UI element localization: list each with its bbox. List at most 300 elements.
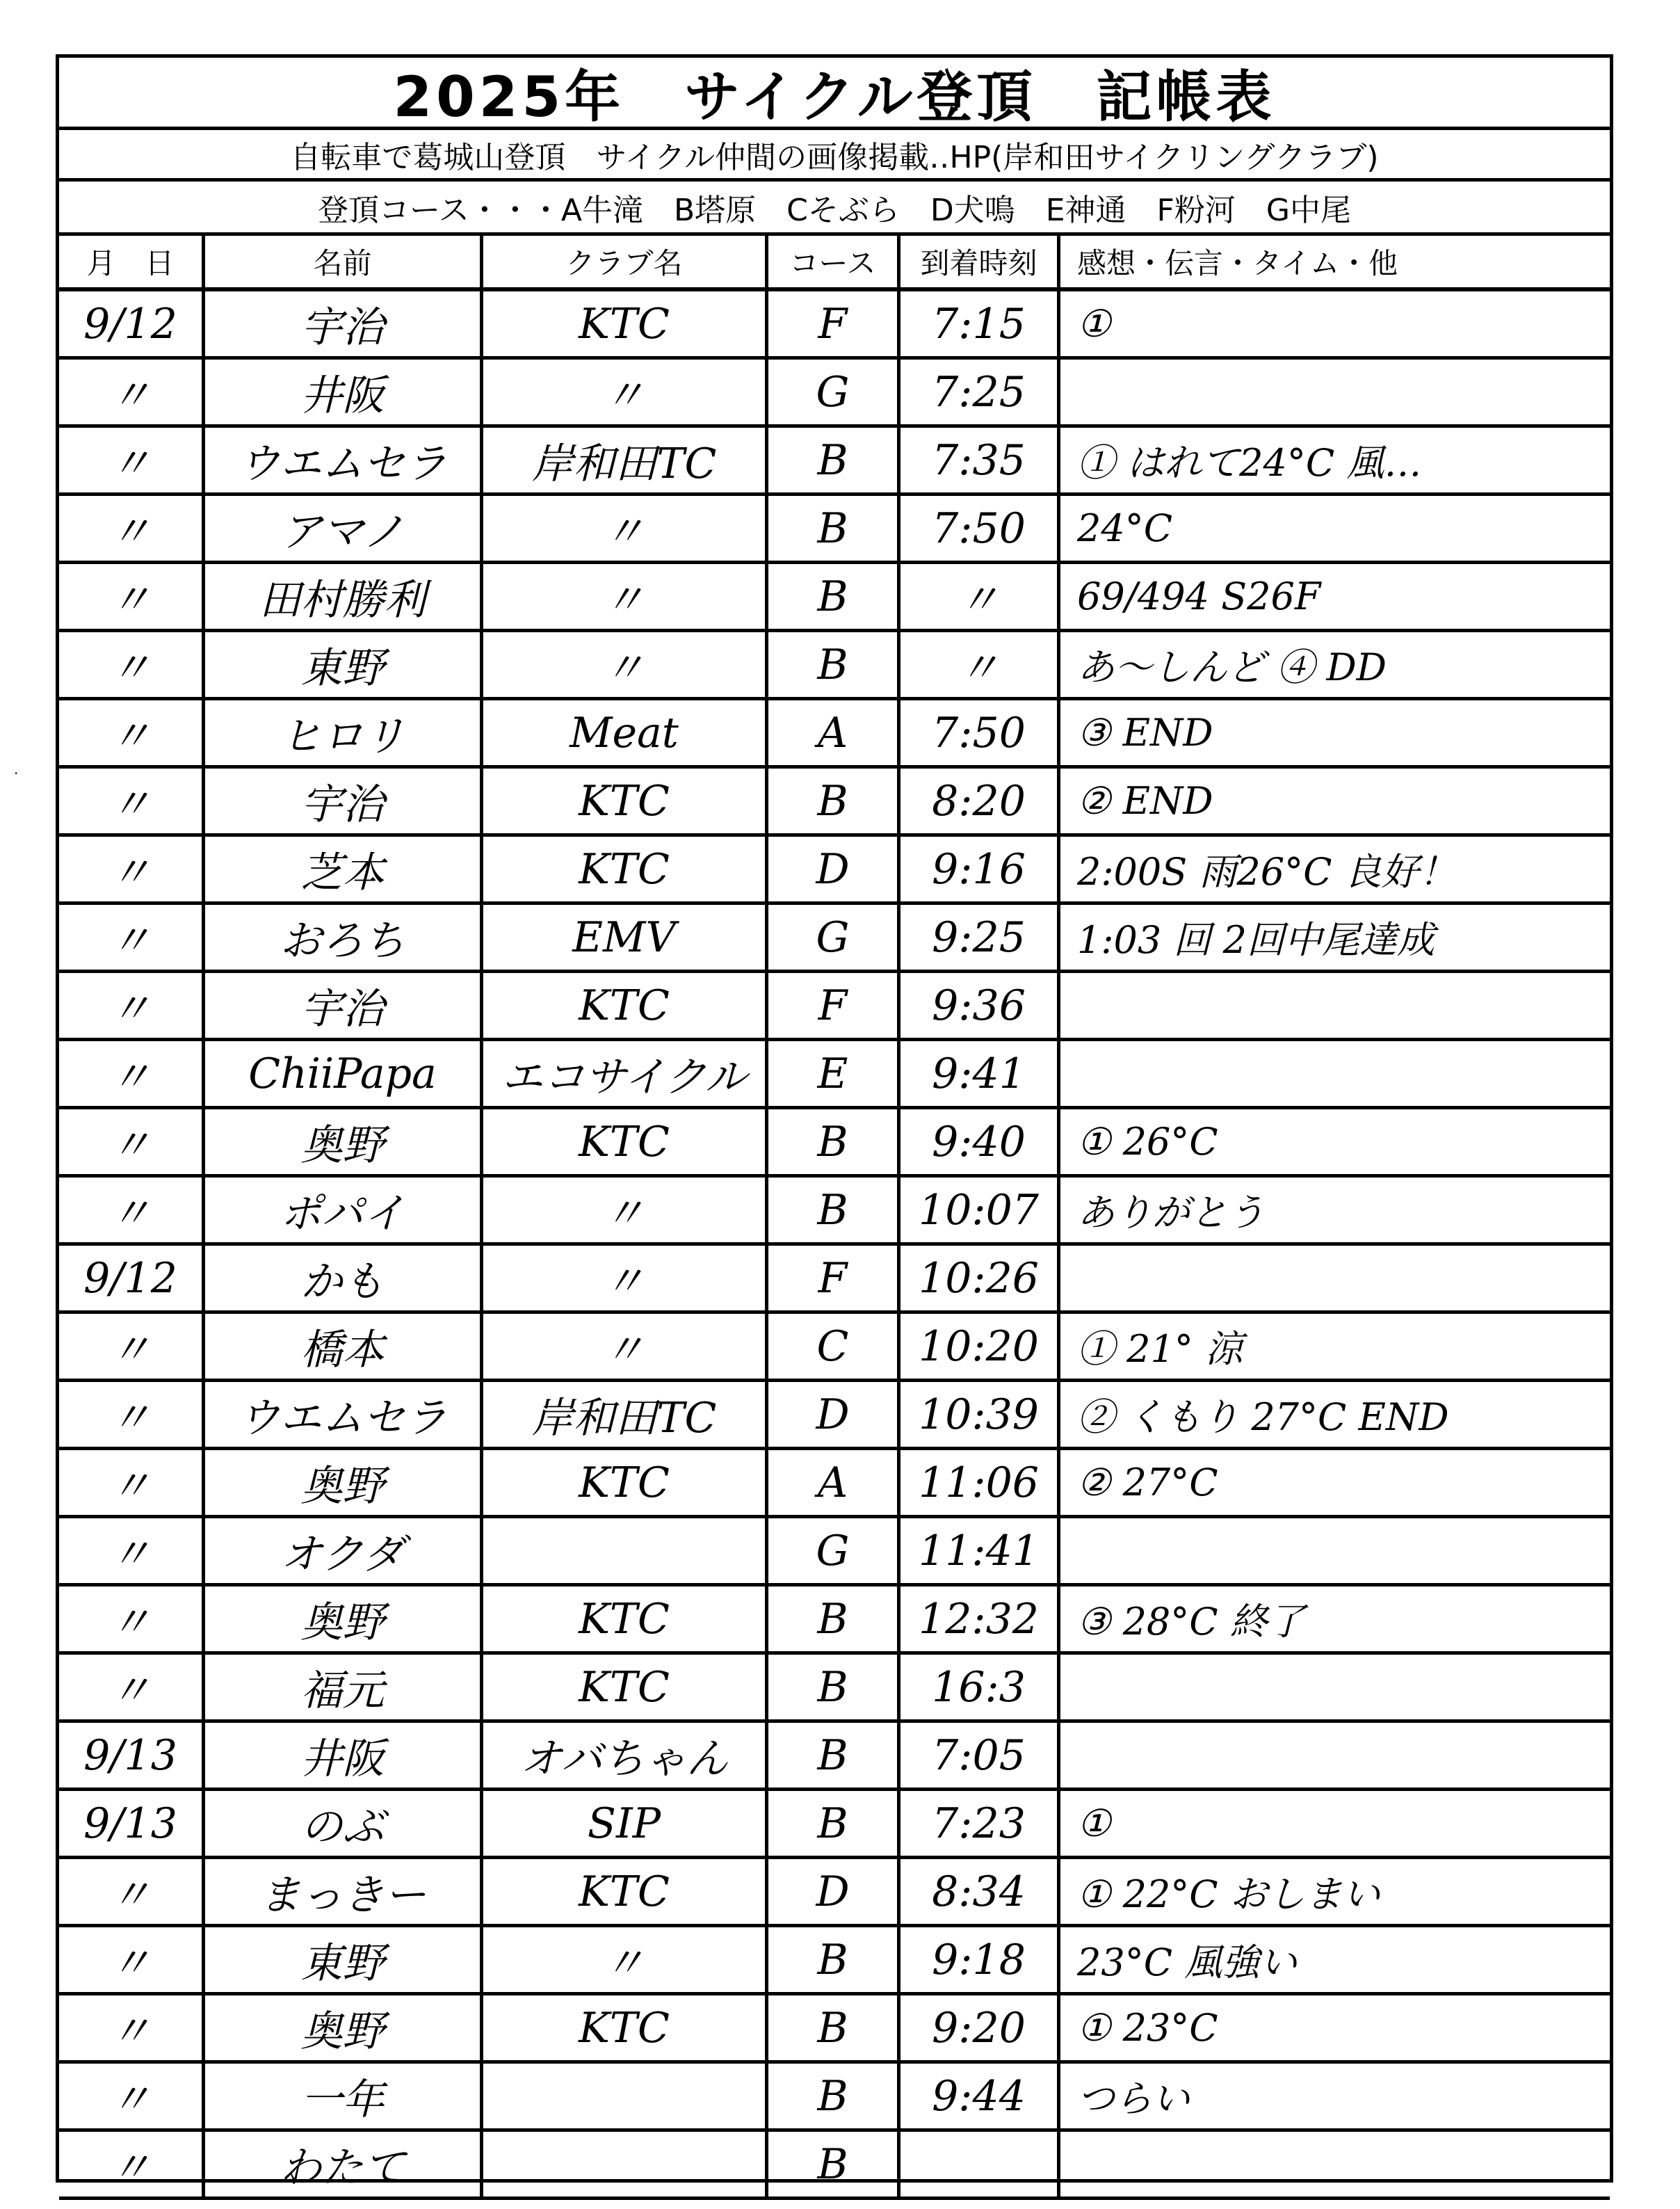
club-text: KTC	[579, 844, 670, 894]
cell-club	[483, 700, 768, 765]
cell-time	[900, 700, 1060, 765]
table-row	[59, 905, 1610, 973]
course-text: F	[818, 981, 848, 1030]
cell-club	[483, 1041, 768, 1106]
cell-date	[59, 1995, 205, 2060]
cell-name	[205, 973, 483, 1038]
cell-note	[1060, 2064, 1610, 2128]
cell-time	[900, 1791, 1060, 1856]
time-text: 7:23	[932, 1799, 1026, 1848]
time-text: 9:41	[932, 1049, 1026, 1098]
time-text: 9:16	[932, 844, 1026, 894]
cell-club	[483, 905, 768, 970]
cell-time	[900, 1314, 1060, 1379]
club-text: Meat	[570, 708, 679, 757]
note-text: ① 22°C おしまい	[1077, 1872, 1380, 1916]
course-text: B	[817, 1185, 848, 1235]
course-text: B	[817, 1935, 848, 1984]
date-text: 〃	[109, 1120, 152, 1170]
cell-course	[768, 973, 900, 1038]
cell-date	[59, 2064, 205, 2128]
course-text: B	[817, 776, 848, 826]
cell-name	[205, 1246, 483, 1310]
cell-club	[483, 564, 768, 629]
cell-date	[59, 291, 205, 356]
table-row	[59, 1450, 1610, 1518]
table-header	[59, 236, 1610, 291]
cell-course	[768, 632, 900, 697]
table-row	[59, 1859, 1610, 1927]
cell-club	[483, 2064, 768, 2128]
name-text: 井阪	[300, 371, 385, 420]
cell-course	[768, 1587, 900, 1651]
cell-time	[900, 1859, 1060, 1924]
cell-name	[205, 1927, 483, 1992]
cell-club	[483, 1109, 768, 1174]
course-text: A	[817, 1458, 848, 1507]
note-text: ① 23°C	[1077, 2006, 1218, 2050]
date-text: 〃	[109, 848, 152, 897]
cell-note	[1060, 428, 1610, 492]
cell-course	[768, 1859, 900, 1924]
note-text: 2:00S 雨26°C 良好！	[1077, 850, 1457, 894]
cell-time	[900, 769, 1060, 833]
cell-club	[483, 1655, 768, 1719]
cell-note	[1060, 1246, 1610, 1310]
course-text: G	[816, 1526, 850, 1575]
cell-course	[768, 700, 900, 765]
cell-name	[205, 2064, 483, 2128]
cell-time	[900, 1246, 1060, 1310]
club-text: 岸和田TC	[531, 439, 717, 488]
cell-name	[205, 769, 483, 833]
table-row	[59, 1587, 1610, 1655]
course-text: B	[817, 1662, 848, 1712]
cell-course	[768, 2132, 900, 2196]
table-row	[59, 769, 1610, 837]
cell-name	[205, 360, 483, 424]
time-text: 8:34	[932, 1867, 1026, 1916]
cell-course	[768, 1655, 900, 1719]
cell-date	[59, 1246, 205, 1310]
club-text: 〃	[603, 1325, 645, 1374]
cell-note	[1060, 360, 1610, 424]
course-text: B	[817, 1117, 848, 1166]
cell-name	[205, 1791, 483, 1856]
date-text: 9/13	[83, 1799, 177, 1848]
name-text: 宇治	[300, 303, 385, 352]
cell-course	[768, 1450, 900, 1515]
club-text: KTC	[579, 2003, 670, 2053]
date-text: 〃	[109, 712, 152, 761]
course-text: G	[816, 913, 850, 962]
course-text: F	[818, 299, 848, 348]
cell-course	[768, 1382, 900, 1447]
cell-note	[1060, 1109, 1610, 1174]
cell-course	[768, 769, 900, 833]
time-text: 16:3	[932, 1662, 1026, 1712]
club-text: KTC	[579, 1594, 670, 1644]
header-date: 月 日	[59, 236, 205, 287]
cell-course	[768, 496, 900, 561]
cell-date	[59, 1041, 205, 1106]
table-row	[59, 632, 1610, 700]
cell-time	[900, 1723, 1060, 1788]
cell-time	[900, 1587, 1060, 1651]
note-text: ③ END	[1077, 711, 1213, 755]
cell-note	[1060, 1382, 1610, 1447]
cell-note	[1060, 1450, 1610, 1515]
note-text: ①	[1077, 1801, 1111, 1845]
cell-date	[59, 1587, 205, 1651]
table-body	[59, 291, 1610, 2200]
cell-date	[59, 1382, 205, 1447]
name-text: 東野	[300, 643, 385, 693]
cell-time	[900, 1382, 1060, 1447]
cell-note	[1060, 2132, 1610, 2196]
note-text: 23°C 風強い	[1077, 1941, 1298, 1984]
table-row	[59, 1382, 1610, 1450]
table-row	[59, 496, 1610, 564]
club-text: EMV	[572, 913, 676, 962]
table-row	[59, 700, 1610, 769]
cell-course	[768, 905, 900, 970]
name-text: 宇治	[300, 984, 385, 1034]
cell-time	[900, 632, 1060, 697]
cell-date	[59, 700, 205, 765]
cell-note	[1060, 1655, 1610, 1719]
cell-date	[59, 1791, 205, 1856]
cell-name	[205, 837, 483, 901]
cell-time	[900, 1927, 1060, 1992]
name-text: ウエムセラ	[238, 1393, 447, 1443]
note-text: ① はれて24°C 風…	[1077, 441, 1422, 485]
cell-note	[1060, 1859, 1610, 1924]
course-text: B	[817, 2071, 848, 2121]
club-text: 〃	[603, 1938, 645, 1988]
note-text: ① 26°C	[1077, 1120, 1218, 1164]
note-text: ①	[1077, 302, 1111, 346]
cell-club	[483, 1723, 768, 1788]
time-text: 9:40	[932, 1117, 1026, 1166]
cell-note	[1060, 564, 1610, 629]
cell-date	[59, 428, 205, 492]
table-row	[59, 973, 1610, 1041]
date-text: 〃	[109, 1461, 152, 1511]
time-text: 9:25	[932, 913, 1026, 962]
club-text: KTC	[579, 1458, 670, 1507]
cell-note	[1060, 1587, 1610, 1651]
header-note: 感想・伝言・タイム・他	[1077, 246, 1398, 280]
table-row	[59, 837, 1610, 905]
time-text: 9:44	[932, 2071, 1026, 2121]
name-text: 芝本	[300, 848, 385, 897]
club-text: オバちゃん	[520, 1734, 728, 1783]
cell-club	[483, 632, 768, 697]
name-text: わたて	[280, 2143, 405, 2192]
name-text: 奥野	[300, 1461, 385, 1511]
date-text: 〃	[109, 1529, 152, 1579]
cell-date	[59, 1723, 205, 1788]
name-text: 奥野	[300, 1598, 385, 1647]
cell-course	[768, 1723, 900, 1788]
header-time: 到着時刻	[900, 236, 1060, 287]
header-name: 名前	[205, 236, 483, 287]
cell-note	[1060, 837, 1610, 901]
cell-time	[900, 564, 1060, 629]
cell-name	[205, 291, 483, 356]
cell-name	[205, 1178, 483, 1242]
cell-name	[205, 1109, 483, 1174]
cell-name	[205, 564, 483, 629]
cell-date	[59, 905, 205, 970]
course-text: B	[817, 504, 848, 553]
cell-time	[900, 1041, 1060, 1106]
time-text: 9:18	[932, 1935, 1026, 1984]
note-text: ③ 28°C 終了	[1077, 1600, 1305, 1644]
cell-time	[900, 2064, 1060, 2128]
table-row	[59, 1518, 1610, 1587]
cell-club	[483, 1178, 768, 1242]
cell-name	[205, 1518, 483, 1583]
cell-date	[59, 1450, 205, 1515]
cell-name	[205, 496, 483, 561]
cell-time	[900, 1995, 1060, 2060]
date-text: 〃	[109, 1598, 152, 1647]
cell-club	[483, 428, 768, 492]
name-text: ウエムセラ	[238, 439, 447, 488]
date-text: 〃	[109, 916, 152, 965]
date-text: 〃	[109, 575, 152, 625]
name-text: のぶ	[300, 1802, 385, 1851]
course-text: C	[816, 1322, 849, 1371]
date-text: 〃	[109, 2075, 152, 2124]
cell-course	[768, 291, 900, 356]
header-club: クラブ名	[483, 236, 768, 287]
date-text: 〃	[109, 1938, 152, 1988]
time-text: 9:36	[932, 981, 1026, 1030]
club-text: 〃	[603, 575, 645, 625]
note-text: ② くもり 27°C END	[1077, 1395, 1449, 1439]
cell-course	[768, 1246, 900, 1310]
cell-name	[205, 1041, 483, 1106]
date-text: 9/13	[83, 1730, 177, 1780]
cell-time	[900, 2132, 1060, 2196]
cell-note	[1060, 1041, 1610, 1106]
club-text: 〃	[603, 643, 645, 693]
cell-date	[59, 1655, 205, 1719]
cell-club	[483, 1518, 768, 1583]
name-text: 奥野	[300, 2007, 385, 2056]
cell-note	[1060, 769, 1610, 833]
cell-name	[205, 1655, 483, 1719]
cell-club	[483, 973, 768, 1038]
name-text: 田村勝利	[259, 575, 426, 625]
course-text: B	[817, 1799, 848, 1848]
time-text: 7:25	[932, 367, 1026, 417]
cell-club	[483, 1927, 768, 1992]
cell-time	[900, 1518, 1060, 1583]
cell-time	[900, 905, 1060, 970]
cell-name	[205, 1859, 483, 1924]
cell-course	[768, 1518, 900, 1583]
cell-note	[1060, 1995, 1610, 2060]
cell-note	[1060, 1723, 1610, 1788]
cell-time	[900, 973, 1060, 1038]
cell-note	[1060, 1518, 1610, 1583]
name-text: ヒロリ	[280, 712, 405, 761]
name-text: 一年	[300, 2075, 385, 2124]
cell-club	[483, 291, 768, 356]
table-row	[59, 428, 1610, 496]
course-text: B	[817, 2003, 848, 2053]
cell-club	[483, 1791, 768, 1856]
date-text: 〃	[109, 643, 152, 693]
course-text: D	[816, 1390, 850, 1439]
table-row	[59, 1041, 1610, 1109]
date-text: 〃	[109, 1325, 152, 1374]
cell-date	[59, 1314, 205, 1379]
cell-note	[1060, 1314, 1610, 1379]
cell-club	[483, 2132, 768, 2196]
note-text: つらい	[1077, 2077, 1190, 2121]
table-row	[59, 1178, 1610, 1246]
table-row	[59, 1314, 1610, 1382]
name-text: アマノ	[280, 507, 405, 556]
club-text: 〃	[603, 1257, 645, 1306]
course-text: B	[817, 1594, 848, 1644]
table-row	[59, 564, 1610, 632]
club-text: KTC	[579, 1867, 670, 1916]
cell-time	[900, 291, 1060, 356]
cell-note	[1060, 632, 1610, 697]
time-text: 7:50	[932, 708, 1026, 757]
name-text: おろち	[280, 916, 405, 965]
course-text: B	[817, 435, 848, 485]
cell-date	[59, 837, 205, 901]
club-text: KTC	[579, 1117, 670, 1166]
cell-club	[483, 769, 768, 833]
cell-club	[483, 496, 768, 561]
club-text: エコサイクル	[501, 1052, 747, 1102]
cell-name	[205, 1587, 483, 1651]
cell-course	[768, 1791, 900, 1856]
cell-date	[59, 2132, 205, 2196]
club-text: 〃	[603, 1189, 645, 1238]
cell-course	[768, 2064, 900, 2128]
note-text: あ〜しんど ④ DD	[1077, 645, 1387, 689]
note-text: ② 27°C	[1077, 1461, 1218, 1504]
cell-name	[205, 700, 483, 765]
date-text: 9/12	[83, 299, 177, 348]
cell-club	[483, 1587, 768, 1651]
date-text: 9/12	[83, 1253, 177, 1303]
date-text: 〃	[109, 1052, 152, 1102]
cell-club	[483, 1859, 768, 1924]
cell-note	[1060, 291, 1610, 356]
date-text: 〃	[109, 2007, 152, 2056]
club-text: 〃	[603, 507, 645, 556]
table-row	[59, 2132, 1610, 2200]
name-text: 東野	[300, 1938, 385, 1988]
course-text: A	[817, 708, 848, 757]
name-text: かも	[300, 1257, 385, 1306]
date-text: 〃	[109, 371, 152, 420]
page-title: 2025年 サイクル登頂 記帳表	[59, 58, 1610, 130]
time-text: 〃	[958, 575, 1000, 625]
time-text: 10:39	[919, 1390, 1039, 1439]
club-text: KTC	[579, 1662, 670, 1712]
club-text: SIP	[587, 1799, 661, 1848]
cell-note	[1060, 973, 1610, 1038]
date-text: 〃	[109, 439, 152, 488]
time-text: 7:50	[932, 504, 1026, 553]
time-text: 7:15	[932, 299, 1026, 348]
course-text: F	[818, 1253, 848, 1303]
cell-note	[1060, 1927, 1610, 1992]
cell-time	[900, 837, 1060, 901]
time-text: 10:26	[919, 1253, 1039, 1303]
cell-date	[59, 1927, 205, 1992]
cell-club	[483, 360, 768, 424]
note-text: 1:03 回 2回中尾達成	[1077, 918, 1435, 962]
header-course: コース	[768, 236, 900, 287]
note-text: 24°C	[1077, 506, 1173, 550]
cell-course	[768, 360, 900, 424]
club-text: KTC	[579, 776, 670, 826]
note-text: ① 21° 涼	[1077, 1327, 1243, 1371]
name-text: ポパイ	[280, 1189, 405, 1238]
name-text: オクダ	[280, 1529, 405, 1579]
date-text: 〃	[109, 1189, 152, 1238]
cell-time	[900, 1109, 1060, 1174]
cell-time	[900, 1655, 1060, 1719]
table-row	[59, 1246, 1610, 1314]
cell-course	[768, 837, 900, 901]
cell-note	[1060, 1791, 1610, 1856]
cell-time	[900, 360, 1060, 424]
date-text: 〃	[109, 2143, 152, 2192]
date-text: 〃	[109, 1870, 152, 1920]
date-text: 〃	[109, 780, 152, 829]
cell-course	[768, 1178, 900, 1242]
cell-course	[768, 428, 900, 492]
margin-dot: ·	[14, 765, 19, 782]
cell-name	[205, 1723, 483, 1788]
cell-date	[59, 632, 205, 697]
time-text: 10:07	[919, 1185, 1039, 1235]
time-text: 7:05	[932, 1730, 1026, 1780]
cell-date	[59, 1518, 205, 1583]
table-row	[59, 291, 1610, 360]
note-text: 69/494 S26F	[1077, 575, 1321, 618]
cell-club	[483, 1246, 768, 1310]
cell-name	[205, 1382, 483, 1447]
cell-course	[768, 1927, 900, 1992]
cell-name	[205, 428, 483, 492]
time-text: 11:06	[919, 1458, 1039, 1507]
table-row	[59, 2064, 1610, 2132]
cell-time	[900, 496, 1060, 561]
date-text: 〃	[109, 507, 152, 556]
course-text: B	[817, 2139, 848, 2189]
course-text: D	[816, 1867, 850, 1916]
cell-name	[205, 1450, 483, 1515]
course-text: B	[817, 572, 848, 621]
name-text: 奥野	[300, 1120, 385, 1170]
name-text: ChiiPapa	[248, 1049, 437, 1098]
table-row	[59, 1723, 1610, 1791]
